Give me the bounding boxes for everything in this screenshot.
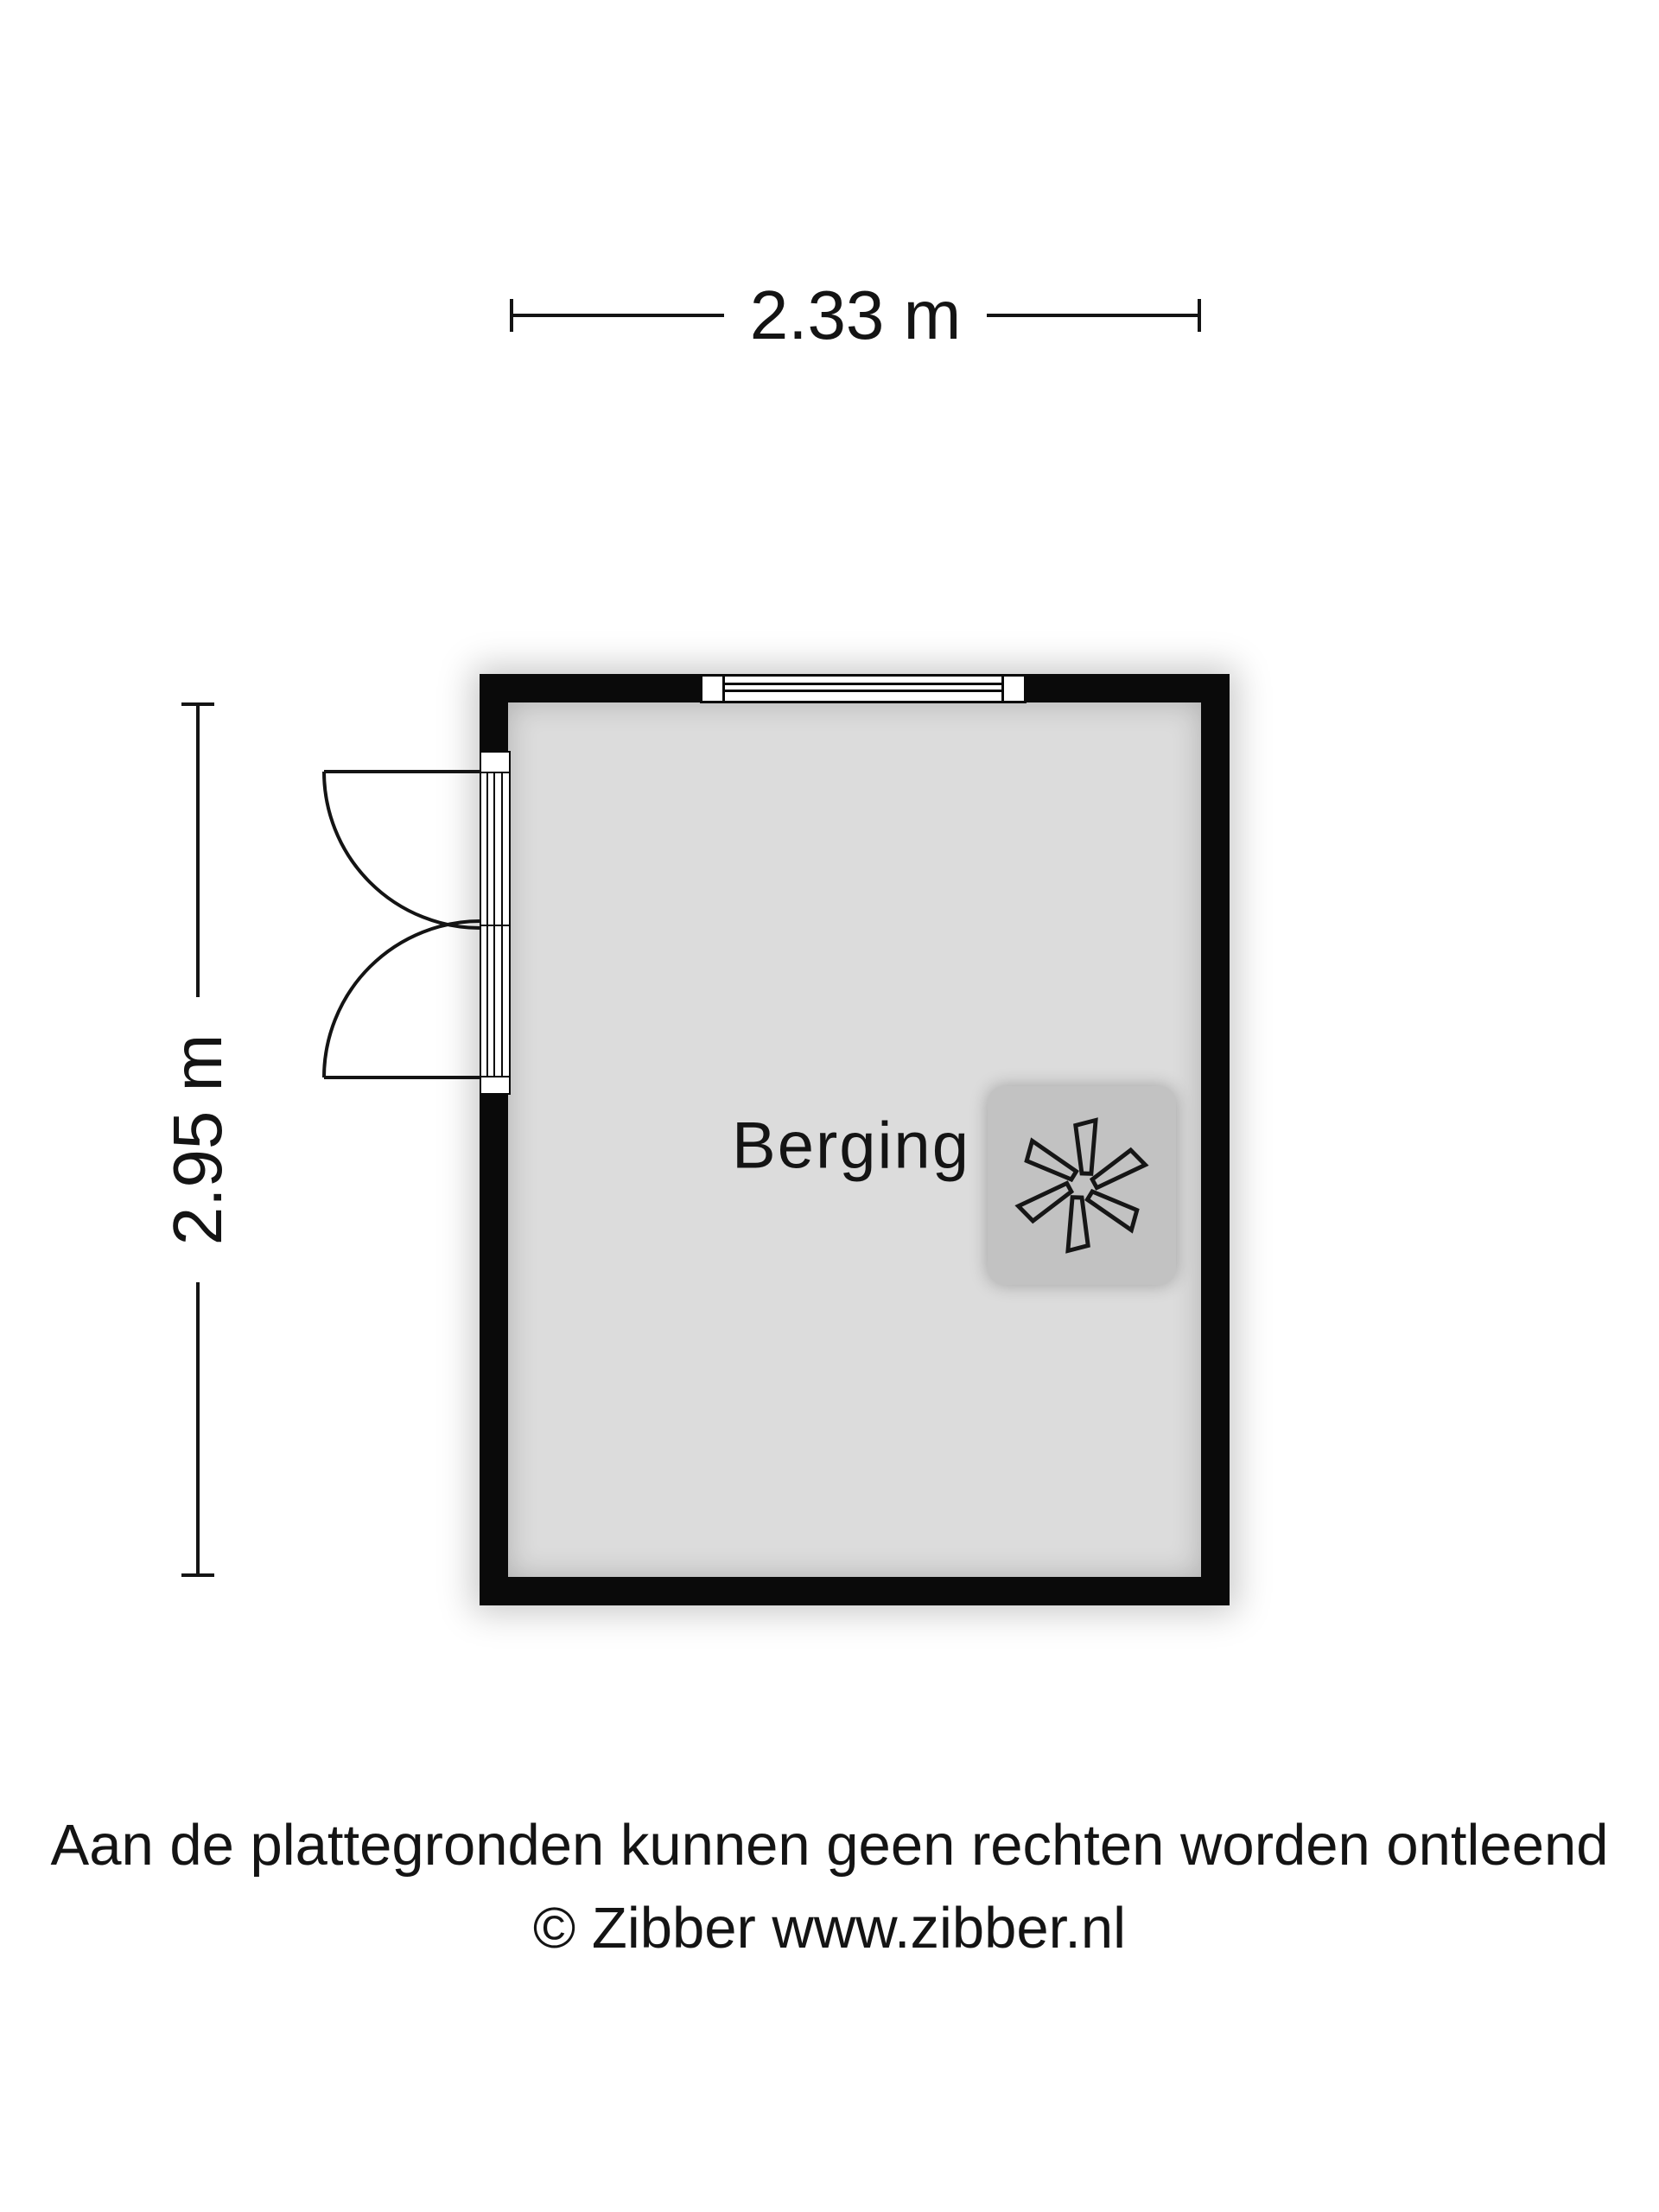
dimension-height-label: 2.95 m xyxy=(159,1033,236,1246)
window-end-cap xyxy=(722,677,725,701)
window-glazing-line xyxy=(722,690,1004,692)
door-frame-line xyxy=(501,772,503,1077)
dimension-line-left-segment xyxy=(513,314,724,317)
window-glazing-line xyxy=(722,683,1004,685)
disclaimer-line1: Aan de plattegronden kunnen geen rechten worden ontleend xyxy=(50,1813,1609,1878)
dimension-width xyxy=(510,276,1201,353)
dimension-tick-right xyxy=(1198,299,1201,332)
double-door-swing-icon xyxy=(320,760,493,1089)
dimension-tick-bottom xyxy=(181,1573,214,1577)
ventilation-unit xyxy=(988,1086,1176,1285)
fan-icon xyxy=(1006,1109,1158,1262)
dimension-line-bottom-segment xyxy=(196,1282,200,1573)
dimension-height xyxy=(159,702,236,1577)
door-frame-line xyxy=(493,772,495,1077)
room-name-label: Berging xyxy=(732,1109,970,1183)
dimension-line-top-segment xyxy=(196,706,200,997)
window-end-cap xyxy=(1001,677,1004,701)
window-icon xyxy=(700,674,1027,703)
dimension-line-right-segment xyxy=(987,314,1198,317)
dimension-height-label-slot xyxy=(159,997,236,1282)
dimension-width-label: 2.33 m xyxy=(749,276,962,353)
disclaimer xyxy=(0,1804,1659,1970)
disclaimer-line2: © Zibber www.zibber.nl xyxy=(532,1896,1127,1961)
